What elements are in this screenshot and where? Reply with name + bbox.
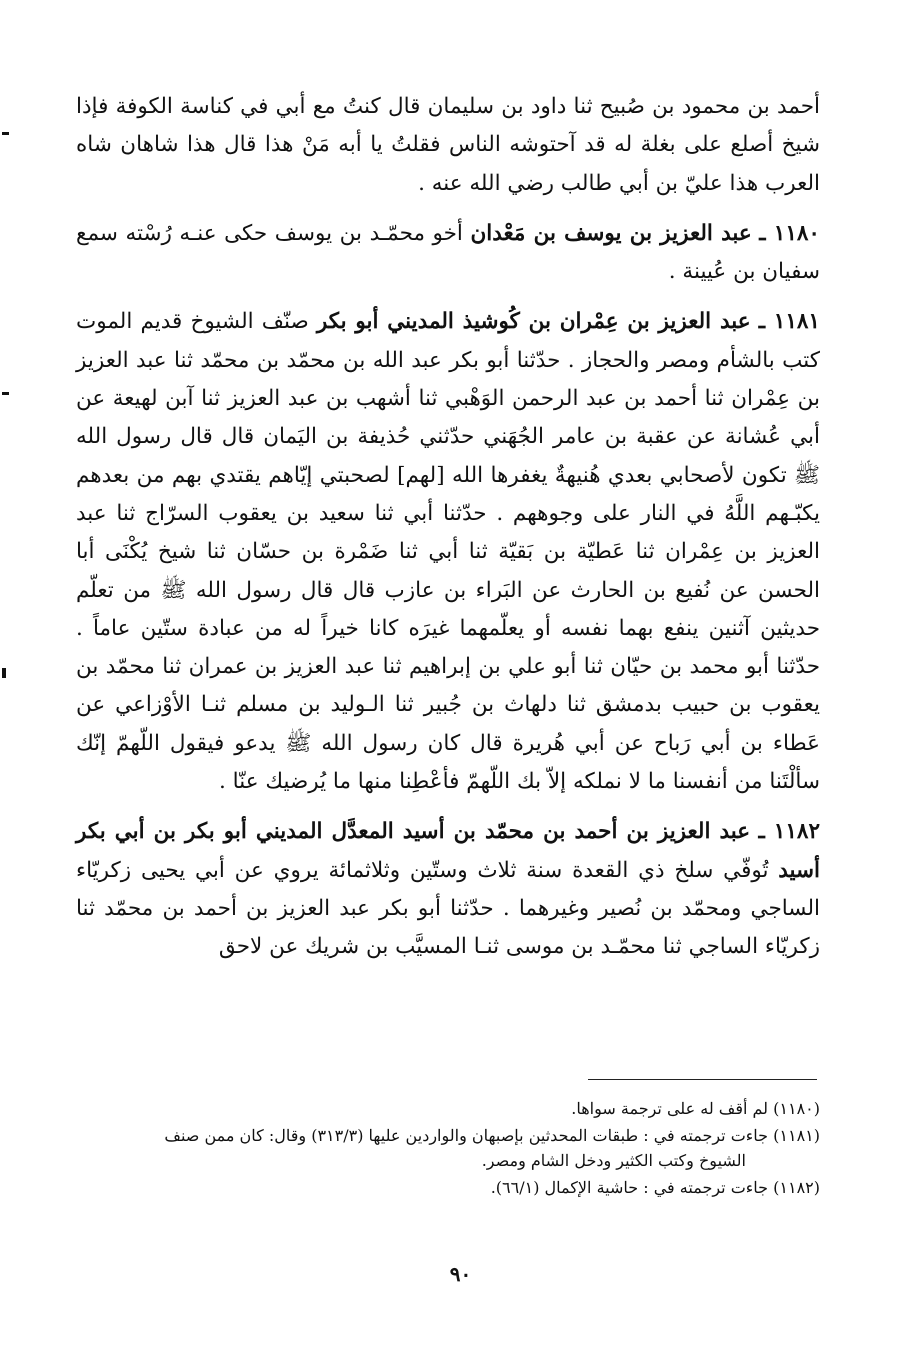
entry-number: ١١٨١ ـ [758, 309, 820, 335]
text-line: السرّاج ثنا عبد العزيز بن عِمْران ثنا عَطيّة بن بَقيّة ثنا أبي ثنا ضَمْرة بن حسّان ثنا شيخ [76, 500, 820, 565]
entry-name: عبد العزيز بن أحمد بن محمّد بن أسيد المعدَّل المديني أبو بكر بن أبي بكر أسيد [76, 819, 820, 883]
text-line: من أنفسنا ما لا نملكه إلاّ بك اللّهمّ فأعْطِنا منها ما يُرضيك عنّا . [218, 769, 763, 795]
footnote-1180 [76, 1096, 820, 1121]
text-line: يعقوب بن حبيب بدمشق ثنا دلهاث بن جُبير ثنا الـوليد بن مسلم ثنـا الأوْزاعي عن [76, 692, 820, 718]
text-line: الموت كتب بالشأم ومصر والحجاز . حدّثنا أبو بكر عبد الله بن محمّد بن محمّد ثنا [76, 309, 820, 373]
text-line: العرب هذا عليّ بن أبي طالب رضي الله عنه . [418, 170, 820, 196]
entry-1180 [76, 215, 820, 292]
text-line: محمّد ثنا زكريّاء الساجي ثنا محمّـد بن موسى ثنـا المسيَّب بن شريك عن لاحق [76, 895, 820, 960]
text-line: أخو محمّـد بن يوسف حكى عنـه [179, 220, 471, 246]
entry-number: ١١٨٠ ـ [759, 220, 820, 246]
text-line: عبد العزيز بن عِمْران ثنا أحمد بن عبد الرحمن الوَهْبي ثنا أشهب بن عبد العزيز ثنا [76, 347, 820, 412]
footnote-text: (١١٨٢) جاءت ترجمته في : حاشية الإكمال (٦٦/١). [490, 1178, 820, 1197]
text-line: أحمد بن محمود بن صُبيح ثنا داود بن سليمان قال كنتُ مع أبي في كناسة الكوفة فإذا [76, 94, 820, 119]
text-line: شيخ أصلع على بغلة له قد آحتوشه الناس فقلتُ يا أبه مَنْ هذا قال هذا شاهان شاه [76, 132, 820, 158]
text-line: آبن لهيعة عن أبي عُشانة عن عقبة بن عامر الجُهَني حدّثني حُذيفة بن اليَمان قال قال [76, 386, 820, 450]
footnote-1182 [76, 1175, 820, 1200]
text-line: يُكْنَى أبا الحسن عن نُفيع بن الحارث عن البَراء بن عازب قال قال رسول الله ﷺ من [76, 539, 820, 603]
scan-edge-mark [2, 392, 9, 395]
text-line: عَطاء بن أبي رَباح عن أبي هُريرة قال كان رسول الله ﷺ يدعو فيقول اللّهمّ إنّك سألْتَنا [76, 730, 820, 795]
footnote-text: (١١٨١) جاءت ترجمته في : طبقات المحدثين بإصبهان والواردين عليها (٣١٣/٣) وقال: كان ممن صنف [164, 1126, 820, 1145]
scan-edge-mark [2, 132, 9, 135]
footnote-text: (١١٨٠) لم أقف له على ترجمة سواها. [571, 1099, 820, 1118]
scan-edge-mark [2, 668, 6, 678]
entry-name: عبد العزيز بن يوسف بن مَعْدان [470, 220, 752, 246]
footnote-divider [588, 1079, 817, 1080]
text-line: زكريّاء الساجي ومحمّد بن نُصير وغيرهما . حدّثنا أبو بكر عبد العزيز بن أحمد بن [76, 857, 821, 921]
text-line: رُسْته سمع سفيان بن عُيينة . [76, 220, 820, 285]
text-line: صنّف الشيوخ قديم [140, 309, 317, 335]
text-line: بهم من بعدهم يكبّـهم اللَّهُ في النار على وجوههم . حدّثنا أبي ثنا سعيد بن يعقوب [76, 462, 820, 526]
entry-1181 [76, 303, 820, 801]
page-number: ٩٠ [449, 1262, 472, 1286]
footnotes [76, 1096, 820, 1202]
entry-name: عبد العزيز بن عِمْران بن كُوشيذ المديني أبو بكر [316, 309, 751, 335]
text-line: حدّثنا أبو محمد بن حيّان ثنا أبو علي بن إبراهيم ثنا عبد العزيز بن عمران ثنا محمّد بن [76, 654, 820, 680]
text-line: تعلّم حديثين آثنين ينفع بهما نفسه أو يعلّمهما غيرَه كانا خيراً له من عبادة ستّين عاماً . [76, 577, 820, 641]
entry-1182 [76, 813, 820, 966]
footnote-1181 [76, 1123, 820, 1173]
paragraph-continuation [76, 88, 820, 203]
footnote-continuation: الشيوخ وكتب الكثير ودخل الشام ومصر. [481, 1151, 746, 1170]
entry-number: ١١٨٢ ـ [758, 819, 820, 845]
text-line: رسول الله ﷺ تكون لأصحابي بعدي هُنيهةٌ يغفرها الله [لهم] لصحبتي إيّاهم يقتدي [76, 424, 820, 488]
main-text [76, 88, 820, 967]
text-line: تُوفّي سلخ ذي القعدة سنة ثلاث وستّين وثلاثمائة يروي عن أبي يحيى [140, 857, 779, 883]
